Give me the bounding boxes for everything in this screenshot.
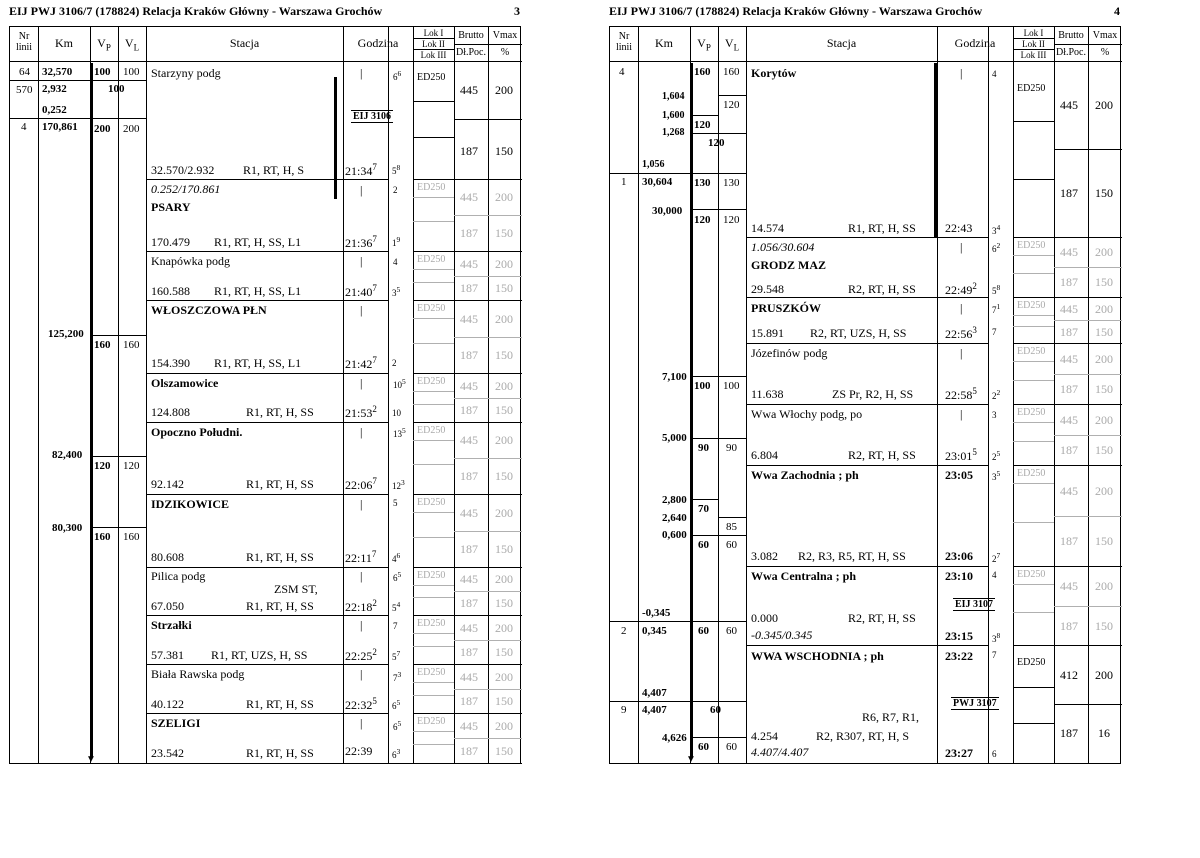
vmax-value: 200 xyxy=(495,572,513,586)
vl-cell: 85 xyxy=(726,521,737,533)
vl-cell: 60 xyxy=(726,539,737,551)
page-number: 4 xyxy=(1114,4,1120,18)
dlpoc-value: 187 xyxy=(460,144,478,158)
vmax-value: 200 xyxy=(495,83,513,97)
col-vl-header: $V_L$ xyxy=(124,36,140,53)
loco-label: ED250 xyxy=(1017,407,1046,418)
nr-cell: 4 xyxy=(619,66,625,78)
dlpoc-value: 187 xyxy=(1060,186,1078,200)
brutto-value: 445 xyxy=(460,572,478,586)
col-nr-header: Nr linii xyxy=(15,31,33,53)
nr-cell: 570 xyxy=(16,84,33,96)
km-cell: 2,932 xyxy=(42,83,67,95)
station-name: Opoczno Południ. xyxy=(151,425,243,439)
departure-time: $21:36^7$ xyxy=(345,234,377,250)
station-km: 6.804 xyxy=(751,448,778,462)
station-km: 11.638 xyxy=(751,387,784,401)
departure-time: $21:40^7$ xyxy=(345,283,377,299)
station-name: GRODZ MAZ xyxy=(751,258,826,272)
vmax-value: 200 xyxy=(1095,413,1113,427)
loco-label: ED250 xyxy=(417,182,446,193)
station-name: Wwa Zachodnia ; ph xyxy=(751,468,859,482)
dlpoc-value: 187 xyxy=(460,744,478,758)
departure-time: $22:06^7$ xyxy=(345,476,377,492)
station-km: 4.254 xyxy=(751,729,778,743)
km-cell: 1,600 xyxy=(662,110,685,121)
vmax-value: 200 xyxy=(495,433,513,447)
km-cell: 0,600 xyxy=(662,529,687,541)
station-km: 23.542 xyxy=(151,746,184,760)
vl-cell: 160 xyxy=(123,531,140,543)
station-signals: R1, RT, H, SS xyxy=(246,477,314,491)
vmax-value: 150 xyxy=(495,281,513,295)
departure-time: $22:58^5$ xyxy=(945,386,977,402)
page-title: EIJ PWJ 3106/7 (178824) Relacja Kraków Główny - Warszawa Grochów xyxy=(609,4,983,18)
dlpoc-value: 187 xyxy=(460,542,478,556)
col-stacja-header: Stacja xyxy=(826,36,857,50)
vmax-value: 16 xyxy=(1098,726,1110,740)
col-vp-header: $V_P$ xyxy=(97,36,111,53)
vl-cell: 160 xyxy=(723,66,740,78)
vp-cell: 100 xyxy=(108,83,125,95)
brutto-value: 445 xyxy=(460,379,478,393)
loco-label: ED250 xyxy=(1017,300,1046,311)
col-dlpoc-header: Dł.Poc. xyxy=(1056,47,1086,58)
nr-cell: 64 xyxy=(19,66,30,78)
departure-time: $22:32^5$ xyxy=(345,696,377,712)
col-godzina-header: Godzina xyxy=(954,36,996,50)
station-km-range: 0.252/170.861 xyxy=(151,182,221,196)
departure-time: 22:39 xyxy=(345,744,373,758)
col-pct-header: % xyxy=(1100,47,1110,58)
km-cell: 7,100 xyxy=(662,371,687,383)
vp-cell: 90 xyxy=(698,442,709,454)
dlpoc-value: 187 xyxy=(460,645,478,659)
col-vmax-header: Vmax xyxy=(1092,30,1118,41)
vmax-value: 150 xyxy=(495,596,513,610)
loco-label: ED250 xyxy=(1017,657,1046,668)
km-cell: 125,200 xyxy=(48,328,84,340)
station-name: Pilica podg xyxy=(151,569,206,583)
station-signals: R2, RT, UZS, H, SS xyxy=(810,326,907,340)
station-signals: R2, R307, RT, H, S xyxy=(816,729,910,743)
loco-label: ED250 xyxy=(1017,468,1046,479)
station-km: 40.122 xyxy=(151,697,184,711)
pwj-label: PWJ 3107 xyxy=(953,698,997,709)
dlpoc-value: 187 xyxy=(460,281,478,295)
station-name: Olszamowice xyxy=(151,376,219,390)
station-signals: R1, RT, H, SS xyxy=(246,550,314,564)
loco-label: ED250 xyxy=(1017,240,1046,251)
station-name: PSARY xyxy=(151,200,191,214)
vp-cell: 160 xyxy=(694,66,711,78)
vmax-value: 150 xyxy=(495,542,513,556)
station-km: 57.381 xyxy=(151,648,184,662)
station-name: Wwa Centralna ; ph xyxy=(751,569,857,583)
station-km: 0.000 xyxy=(751,611,778,625)
col-vp-header: $V_P$ xyxy=(697,36,711,53)
vl-cell: 130 xyxy=(723,177,740,189)
departure-time: $22:49^2$ xyxy=(945,281,977,297)
station-signals: R2, RT, H, SS xyxy=(848,282,916,296)
dlpoc-value: 187 xyxy=(1060,325,1078,339)
arrival-time: 23:10 xyxy=(945,569,973,583)
brutto-value: 445 xyxy=(1060,413,1078,427)
vmax-value: 150 xyxy=(1095,382,1113,396)
col-lok2-header: Lok II xyxy=(1022,39,1045,49)
station-extra: ZSM ST, xyxy=(274,582,318,596)
station-km: 32.570/2.932 xyxy=(151,163,215,177)
departure-time: $21:34^7$ xyxy=(345,162,377,178)
km-cell: 1,604 xyxy=(662,91,685,102)
dlpoc-value: 187 xyxy=(460,694,478,708)
km-cell: 32,570 xyxy=(42,66,73,78)
vmax-value: 150 xyxy=(1095,325,1113,339)
km-cell: 1,056 xyxy=(642,159,665,170)
departure-time: $22:11^7$ xyxy=(345,549,377,565)
departure-time: 23:27 xyxy=(945,746,973,760)
eij-label: EIJ 3107 xyxy=(955,599,994,610)
station-signals: R1, RT, H, SS xyxy=(246,746,314,760)
station-signals: ZS Pr, R2, H, SS xyxy=(832,387,914,401)
station-name: Wwa Włochy podg, po xyxy=(751,407,863,421)
station-name: SZELIGI xyxy=(151,716,201,730)
station-signals: R1, RT, H, S xyxy=(243,163,305,177)
dlpoc-value: 187 xyxy=(460,348,478,362)
km-cell: 80,300 xyxy=(52,522,83,534)
departure-time: $22:25^2$ xyxy=(345,647,377,663)
vp-cell: 120 xyxy=(708,137,725,149)
vmax-value: 150 xyxy=(495,144,513,158)
vmax-value: 200 xyxy=(495,312,513,326)
vl-cell: 160 xyxy=(123,339,140,351)
col-lok1-header: Lok I xyxy=(1023,28,1044,38)
loco-label: ED250 xyxy=(1017,569,1046,580)
arrival-time: 23:22 xyxy=(945,649,973,663)
brutto-value: 445 xyxy=(1060,579,1078,593)
km-cell: 0,252 xyxy=(42,104,67,116)
brutto-value: 445 xyxy=(460,719,478,733)
vmax-value: 150 xyxy=(1095,186,1113,200)
km-cell: 4,407 xyxy=(642,687,667,699)
km-cell: -0,345 xyxy=(642,607,671,619)
brutto-value: 445 xyxy=(1060,245,1078,259)
brutto-value: 445 xyxy=(460,257,478,271)
station-name: Strzałki xyxy=(151,618,192,632)
vmax-value: 200 xyxy=(495,506,513,520)
col-lok3-header: Lok III xyxy=(420,50,447,60)
station-km-range: -0.345/0.345 xyxy=(751,628,813,642)
vl-cell: 120 xyxy=(123,460,140,472)
col-km-header: Km xyxy=(655,36,673,50)
departure-time: 23:15 xyxy=(945,629,973,643)
brutto-value: 445 xyxy=(460,433,478,447)
departure-time: $22:18^2$ xyxy=(345,598,377,614)
loco-label: ED250 xyxy=(1017,83,1046,94)
page-number: 3 xyxy=(514,4,520,18)
km-cell: 5,000 xyxy=(662,432,687,444)
vl-cell: 100 xyxy=(123,66,140,78)
station-signals: R1, RT, H, SS, L1 xyxy=(214,235,302,249)
dlpoc-value: 187 xyxy=(1060,619,1078,633)
col-lok1-header: Lok I xyxy=(423,28,444,38)
dlpoc-value: 187 xyxy=(460,469,478,483)
vmax-value: 150 xyxy=(495,744,513,758)
vmax-value: 150 xyxy=(495,694,513,708)
loco-label: ED250 xyxy=(417,570,446,581)
station-km: 67.050 xyxy=(151,599,184,613)
vp-cell: 160 xyxy=(94,339,111,351)
station-km: 14.574 xyxy=(751,221,784,235)
station-signals: R1, RT, UZS, H, SS xyxy=(211,648,308,662)
vl-cell: 100 xyxy=(723,380,740,392)
station-km: 154.390 xyxy=(151,356,190,370)
col-dlpoc-header: Dł.Poc. xyxy=(456,47,486,58)
col-lok3-header: Lok III xyxy=(1020,50,1047,60)
dlpoc-value: 187 xyxy=(460,403,478,417)
col-brutto-header: Brutto xyxy=(458,30,484,41)
vmax-value: 150 xyxy=(495,469,513,483)
station-km: 170.479 xyxy=(151,235,190,249)
loco-label: ED250 xyxy=(417,497,446,508)
dlpoc-value: 187 xyxy=(460,226,478,240)
brutto-value: 445 xyxy=(1060,98,1078,112)
departure-time: 22:43 xyxy=(945,221,973,235)
loco-label: ED250 xyxy=(417,425,446,436)
station-name: PRUSZKÓW xyxy=(751,301,822,315)
vp-cell: 60 xyxy=(698,741,709,753)
station-km-range: 4.407/4.407 xyxy=(751,745,809,759)
km-cell: 0,345 xyxy=(642,625,667,637)
vp-cell: 60 xyxy=(698,539,709,551)
vmax-value: 200 xyxy=(495,621,513,635)
loco-label: ED250 xyxy=(417,254,446,265)
station-signals: R2, RT, H, SS xyxy=(848,611,916,625)
km-cell: 4,407 xyxy=(642,704,667,716)
brutto-value: 445 xyxy=(460,506,478,520)
station-km: 15.891 xyxy=(751,326,784,340)
page-title: EIJ PWJ 3106/7 (178824) Relacja Kraków Główny - Warszawa Grochów xyxy=(9,4,383,18)
km-cell: 30,604 xyxy=(642,176,673,188)
vp-cell: 100 xyxy=(94,66,111,78)
vp-cell: 120 xyxy=(694,119,711,131)
departure-time: $23:01^5$ xyxy=(945,447,977,463)
loco-label: ED250 xyxy=(417,376,446,387)
vmax-value: 200 xyxy=(1095,352,1113,366)
vp-cell: 160 xyxy=(94,531,111,543)
km-cell: 2,640 xyxy=(662,512,687,524)
station-km: 160.588 xyxy=(151,284,190,298)
dlpoc-value: 187 xyxy=(1060,443,1078,457)
brutto-value: 445 xyxy=(460,670,478,684)
departure-time: $22:56^3$ xyxy=(945,325,977,341)
col-vmax-header: Vmax xyxy=(492,30,518,41)
col-brutto-header: Brutto xyxy=(1058,30,1084,41)
vp-cell: 60 xyxy=(710,704,721,716)
brutto-value: 445 xyxy=(460,190,478,204)
brutto-value: 445 xyxy=(1060,484,1078,498)
loco-label: ED250 xyxy=(417,303,446,314)
station-signals: R1, RT, H, SS xyxy=(246,405,314,419)
station-name: Knapówka podg xyxy=(151,254,230,268)
station-km: 80.608 xyxy=(151,550,184,564)
station-signals: R1, RT, H, SS xyxy=(246,599,314,613)
vl-cell: 90 xyxy=(726,442,737,454)
station-km: 3.082 xyxy=(751,549,778,563)
departure-time: 23:06 xyxy=(945,549,973,563)
nr-cell: 9 xyxy=(621,704,627,716)
vmax-value: 200 xyxy=(495,190,513,204)
vmax-value: 150 xyxy=(495,403,513,417)
vmax-value: 150 xyxy=(495,226,513,240)
col-lok2-header: Lok II xyxy=(422,39,445,49)
col-km-header: Km xyxy=(55,36,73,50)
timetable-right: Nr linii Km $V_P$ $V_L$ Stacja Godzina Lok I Lok II Lok III Brutto Dł.Poc. Vmax % 4 1 2 9 1,604 1,600 1,268 1,056 30,604 30,000 7,100 5,000 2,800 2,640 0,600 -0,345 0,345 4,407 4,407 4,626 160 160 120 120 120 130 130 120 120 100 100 90 90 70 85 60 60 60 60 60 60 60 ▼ Korytów 14.574 R1, RT, H, SS | 22:43 4 $3^4$ 1.056/30.604 GRODZ MAZ 29.548 R2, RT, H, SS | $22:49^2$ $6^2$ $5^8$ PRUSZKÓW 15.891 R2, RT, UZS, H, SS | $22:56^3$ $7^1$ 7 Józefinów podg 11.638 ZS Pr, R2, H, SS | $22:58^5$ $2^2$ Wwa Włochy podg, po 6.804 R2, RT, H, SS | $23:01^5$ 3 $2^5$ Wwa Zachodnia ; ph 3.082 R2, R3, R5, RT, H, SS 23:05 23:06 $3^5$ $2^7$ Wwa Centralna ; ph 0.000 R2, RT, H, SS -0.345/0.345 23:10 EIJ 3107 23:15 4 $3^8$ WWA WSCHODNIA ; ph R6, R7, R1, 4.254 R2, R307, RT, H, S 4.407/4.407 23:22 PWJ 3107 23:27 7 6 ED250 445 200 187 150 ED250 412 200 187 16 ED250 445 200 187 150 ED250 445 200 187 150 ED250 445 200 187 150 ED250 445 200 187 150 ED250 445 200 187 150 ED250 445 200 187 150 xyxy=(609,26,1121,764)
vl-cell: 120 xyxy=(723,214,740,226)
station-name: WŁOSZCZOWA PŁN xyxy=(151,303,267,317)
loco-label: ED250 xyxy=(417,667,446,678)
vp-cell: 100 xyxy=(694,380,711,392)
vl-cell: 60 xyxy=(726,741,737,753)
station-name: Starzyny podg xyxy=(151,66,221,80)
loco-label: ED250 xyxy=(417,716,446,727)
dlpoc-value: 187 xyxy=(460,596,478,610)
departure-time: $21:53^2$ xyxy=(345,404,377,420)
departure-time: $21:42^7$ xyxy=(345,355,377,371)
vmax-value: 200 xyxy=(1095,668,1113,682)
vmax-value: 150 xyxy=(1095,443,1113,457)
vmax-value: 200 xyxy=(1095,484,1113,498)
loco-label: ED250 xyxy=(417,72,446,83)
vmax-value: 200 xyxy=(1095,579,1113,593)
arrival-time: 23:05 xyxy=(945,468,973,482)
dlpoc-value: 187 xyxy=(1060,382,1078,396)
km-cell: 82,400 xyxy=(52,449,83,461)
vmax-value: 200 xyxy=(1095,245,1113,259)
km-cell: 4,626 xyxy=(662,732,687,744)
vp-cell: 120 xyxy=(694,214,711,226)
station-km: 92.142 xyxy=(151,477,184,491)
station-name: IDZIKOWICE xyxy=(151,497,230,511)
station-km: 124.808 xyxy=(151,405,190,419)
col-nr-header: Nr linii xyxy=(615,31,633,53)
station-name: WWA WSCHODNIA ; ph xyxy=(751,649,884,663)
brutto-value: 445 xyxy=(460,83,478,97)
col-vl-header: $V_L$ xyxy=(724,36,740,53)
vl-cell: 120 xyxy=(723,99,740,111)
dlpoc-value: 187 xyxy=(1060,275,1078,289)
nr-cell: 2 xyxy=(621,625,627,637)
station-name: Biała Rawska podg xyxy=(151,667,245,681)
station-signals: R1, RT, H, SS, L1 xyxy=(214,356,302,370)
brutto-value: 412 xyxy=(1060,668,1078,682)
km-cell: 1,268 xyxy=(662,127,685,138)
loco-label: ED250 xyxy=(1017,346,1046,357)
station-signals: R2, RT, H, SS xyxy=(848,448,916,462)
vmax-value: 200 xyxy=(495,670,513,684)
vl-cell: 200 xyxy=(123,123,140,135)
station-signals: R1, RT, H, SS, L1 xyxy=(214,284,302,298)
brutto-value: 445 xyxy=(1060,352,1078,366)
brutto-value: 445 xyxy=(460,312,478,326)
km-cell: 30,000 xyxy=(652,205,683,217)
col-pct-header: % xyxy=(500,47,510,58)
station-name: Józefinów podg xyxy=(751,346,828,360)
vmax-value: 150 xyxy=(1095,619,1113,633)
vmax-value: 200 xyxy=(1095,302,1113,316)
col-godzina-header: Godzina xyxy=(357,36,399,50)
vp-cell: 200 xyxy=(94,123,111,135)
station-signals: R2, R3, R5, RT, H, SS xyxy=(798,549,906,563)
vp-cell: 60 xyxy=(698,625,709,637)
timetable-left: Nr linii Km $V_P$ $V_L$ Stacja Godzina Lok I Lok II Lok III Brutto Dł.Poc. Vmax % 64 570 4 32,570 2,932 0,252 170,861 125,200 82,400 80,300 100 100 100 200 200 160 160 120 120 160 160 ▼ Starzyny podg 32.570/2.932 R1, RT, H, S | $21:34^7$ $6^6$ $5^8$ EIJ 3106 0.252/170.861 PSARY 170.479 R1, RT, H, SS, L1 | $21:36^7$ 2 $1^9$ Knapówka podg 160.588 R1, RT, H, SS, L1 | $21:40^7$ 4 $3^5$ WŁOSZCZOWA PŁN 154.390 R1, RT, H, SS, L1 | $21:42^7$ 2 Olszamowice 124.808 R1, RT, H, SS | $21:53^2$ $10^5$ 10 Opoczno Południ. 92.142 R1, RT, H, SS | $22:06^7$ $13^5$ $12^3$ IDZIKOWICE 80.608 R1, RT, H, SS | $22:11^7$ 5 $4^6$ Pilica podg ZSM ST, 67.050 R1, RT, H, SS | $22:18^2$ $6^5$ $5^4$ Strzałki 57.381 R1, RT, UZS, H, SS | $22:25^2$ 7 $5^7$ Biała Rawska podg 40.122 R1, RT, H, SS | $22:32^5$ $7^3$ $6^5$ SZELIGI 23.542 R1, RT, H, SS | 22:39 $6^5$ $6^3$ ED250 445 200 187 150 ED250 445 200 187 150 ED250 445 200 187 150 ED250 445 200 187 150 ED250 445 200 187 150 ED250 445 200 187 150 ED250 445 200 187 150 ED250 445 200 187 150 ED250 445 200 187 150 ED250 445 200 187 150 ED250 445 200 187 150 xyxy=(9,26,521,764)
station-name: Korytów xyxy=(751,66,797,80)
nr-cell: 4 xyxy=(21,121,27,133)
vl-cell: 60 xyxy=(726,625,737,637)
vmax-value: 150 xyxy=(495,645,513,659)
brutto-value: 445 xyxy=(460,621,478,635)
time-marker: | xyxy=(360,66,363,80)
dlpoc-value: 187 xyxy=(1060,726,1078,740)
col-stacja-header: Stacja xyxy=(229,36,260,50)
station-km: 29.548 xyxy=(751,282,784,296)
vmax-value: 200 xyxy=(495,379,513,393)
brutto-value: 445 xyxy=(1060,302,1078,316)
vmax-value: 150 xyxy=(1095,275,1113,289)
vmax-value: 150 xyxy=(1095,534,1113,548)
vp-cell: 120 xyxy=(94,460,111,472)
km-cell: 2,800 xyxy=(662,494,687,506)
vmax-value: 200 xyxy=(495,719,513,733)
station-signals: R1, RT, H, SS xyxy=(848,221,916,235)
vmax-value: 200 xyxy=(1095,98,1113,112)
vp-cell: 70 xyxy=(698,503,709,515)
nr-cell: 1 xyxy=(621,176,627,188)
vp-cell: 130 xyxy=(694,177,711,189)
km-cell: 170,861 xyxy=(42,121,78,133)
vmax-value: 200 xyxy=(495,257,513,271)
station-extra: R6, R7, R1, xyxy=(862,710,920,724)
eij-label: EIJ 3106 xyxy=(353,111,392,122)
vmax-value: 150 xyxy=(495,348,513,362)
loco-label: ED250 xyxy=(417,618,446,629)
station-signals: R1, RT, H, SS xyxy=(246,697,314,711)
station-km-range: 1.056/30.604 xyxy=(751,240,815,254)
dlpoc-value: 187 xyxy=(1060,534,1078,548)
